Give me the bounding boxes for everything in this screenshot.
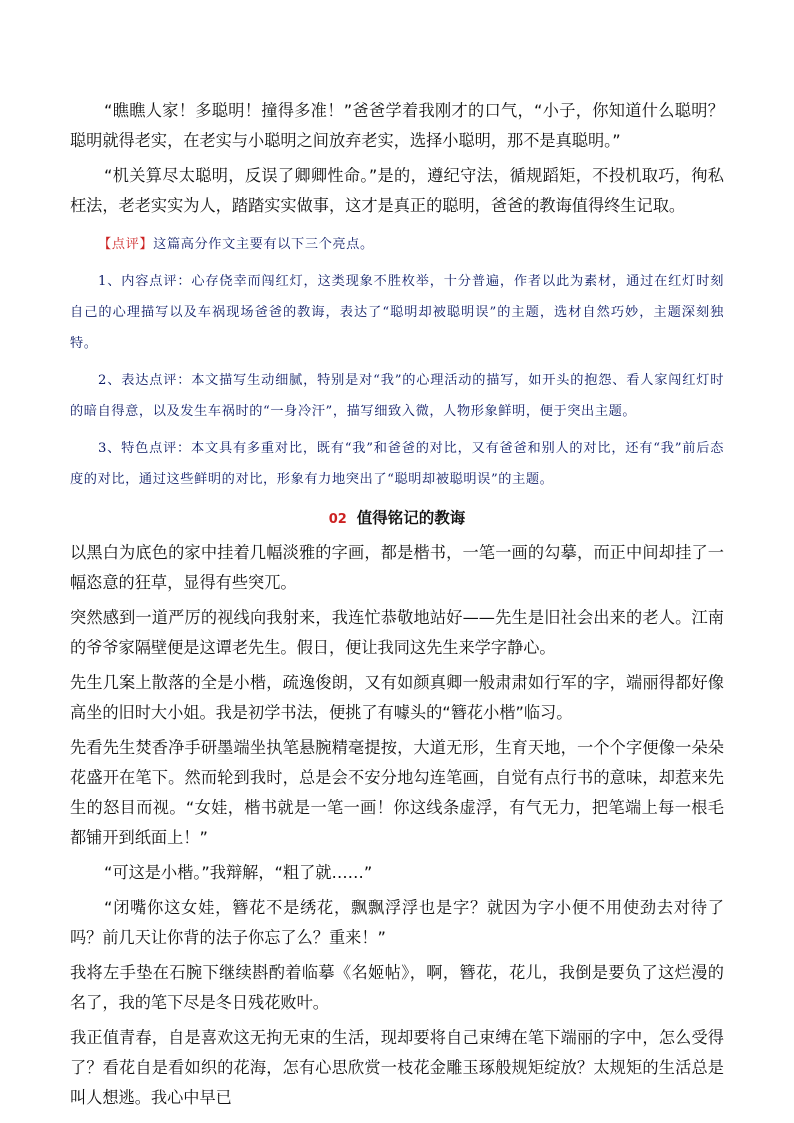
paragraph-practice: 先看先生焚香净手研墨端坐执笔悬腕精毫提按，大道无形，生育天地，一个个字便像一朵朵花盛开在笔下。然而轮到我时，总是会不安分地勾连笔画，自觉有点行书的意味，却惹来先生的怒目而视。“女娃，楷书就是一笔一画！你这线条虚浮，有气无力，把笔端上每一根毛都铺开到纸面上！” bbox=[70, 738, 724, 847]
review-item-feature-text: 本文具有多重对比，既有“我”和爸爸的对比，又有爸爸和别人的对比，还有“我”前后态度的对比，通过这些鲜明的对比，形象有力地突出了“聪明却被聪明误”的主题。 bbox=[70, 441, 725, 487]
paragraph-conclusion: “机关算尽太聪明，反误了卿卿性命。”是的，遵纪守法，循规蹈矩，不投机取巧，徇私枉法，老老实实为人，踏踏实实做事，这才是真正的聪明，爸爸的教诲值得终生记取。 bbox=[70, 166, 724, 215]
paragraph-youth: 我正值青春，自是喜欢这无拘无束的生活，现却要将自己束缚在笔下端丽的字中，怎么受得了？看花自是看如织的花海，怎有心思欣赏一枝花金雕玉琢般规矩绽放？太规矩的生活总是叫人想逃。我心中早已 bbox=[70, 1028, 724, 1107]
document-content bbox=[70, 96, 724, 1118]
paragraph-copying: 我将左手垫在石腕下继续斟酌着临摹《名姬帖》，啊，簪花，花儿，我倒是要负了这烂漫的名了，我的笔下尽是冬日残花败叶。 bbox=[70, 963, 724, 1012]
section-number: 02 bbox=[328, 512, 347, 527]
section-title bbox=[70, 501, 724, 537]
review-intro bbox=[70, 229, 724, 260]
section-title-text: 值得铭记的教诲 bbox=[356, 509, 466, 527]
review-item-expression-label: 2、表达点评： bbox=[98, 373, 192, 388]
review-item-expression-text: 本文描写生动细腻，特别是对“我”的心理活动的描写，如开头的抱怨、看人家闯红灯时的暗自得意，以及发生车祸时的“一身冷汗”，描写细致入微，人物形象鲜明，便于突出主题。 bbox=[70, 373, 724, 419]
paragraph-reply: “可这是小楷。”我辩解，“粗了就……” bbox=[104, 863, 373, 882]
paragraph-calligraphy-home: 以黑白为底色的家中挂着几幅淡雅的字画，都是楷书，一笔一画的勾摹，而正中间却挂了一幅恣意的狂草，显得有些突兀。 bbox=[70, 543, 724, 592]
paragraph-dad-quote: “瞧瞧人家！多聪明！撞得多准！”爸爸学着我刚才的口气，“小子，你知道什么聪明？聪明就得老实，在老实与小聪明之间放弃老实，选择小聪明，那不是真聪明。” bbox=[70, 101, 724, 150]
paragraph-small-script: 先生几案上散落的全是小楷，疏逸俊朗，又有如颜真卿一般肃肃如行军的字，端丽得都好像高坐的旧时大小姐。我是初学书法，便挑了有噱头的“簪花小楷”临习。 bbox=[70, 673, 724, 722]
review-item-content-label: 1、内容点评： bbox=[98, 274, 192, 289]
review-item-feature-label: 3、特色点评： bbox=[98, 441, 192, 456]
review-item-content-text: 心存侥幸而闯红灯，这类现象不胜枚举，十分普遍，作者以此为素材，通过在红灯时刻自己的心理描写以及车祸现场爸爸的教诲，表达了“聪明却被聪明误”的主题，选材自然巧妙，主题深刻独特。 bbox=[70, 274, 725, 351]
paragraph-teacher-scold: “闭嘴你这女娃，簪花不是绣花，飘飘浮浮也是字？就因为字小便不用使劲去对待了吗？前几天让你背的法子你忘了么？重来！” bbox=[70, 898, 724, 947]
review-intro-text: 这篇高分作文主要有以下三个亮点。 bbox=[153, 237, 374, 252]
review-item-feature bbox=[70, 433, 724, 495]
review-item-content bbox=[70, 266, 724, 359]
review-item-expression bbox=[70, 365, 724, 427]
review-block bbox=[70, 229, 724, 495]
review-tag: 【点评】 bbox=[98, 237, 154, 252]
paragraph-teacher-intro: 突然感到一道严厉的视线向我射来，我连忙恭敬地站好——先生是旧社会出来的老人。江南的爷爷家隔壁便是这谭老先生。假日，便让我同这先生来学字静心。 bbox=[70, 608, 724, 657]
